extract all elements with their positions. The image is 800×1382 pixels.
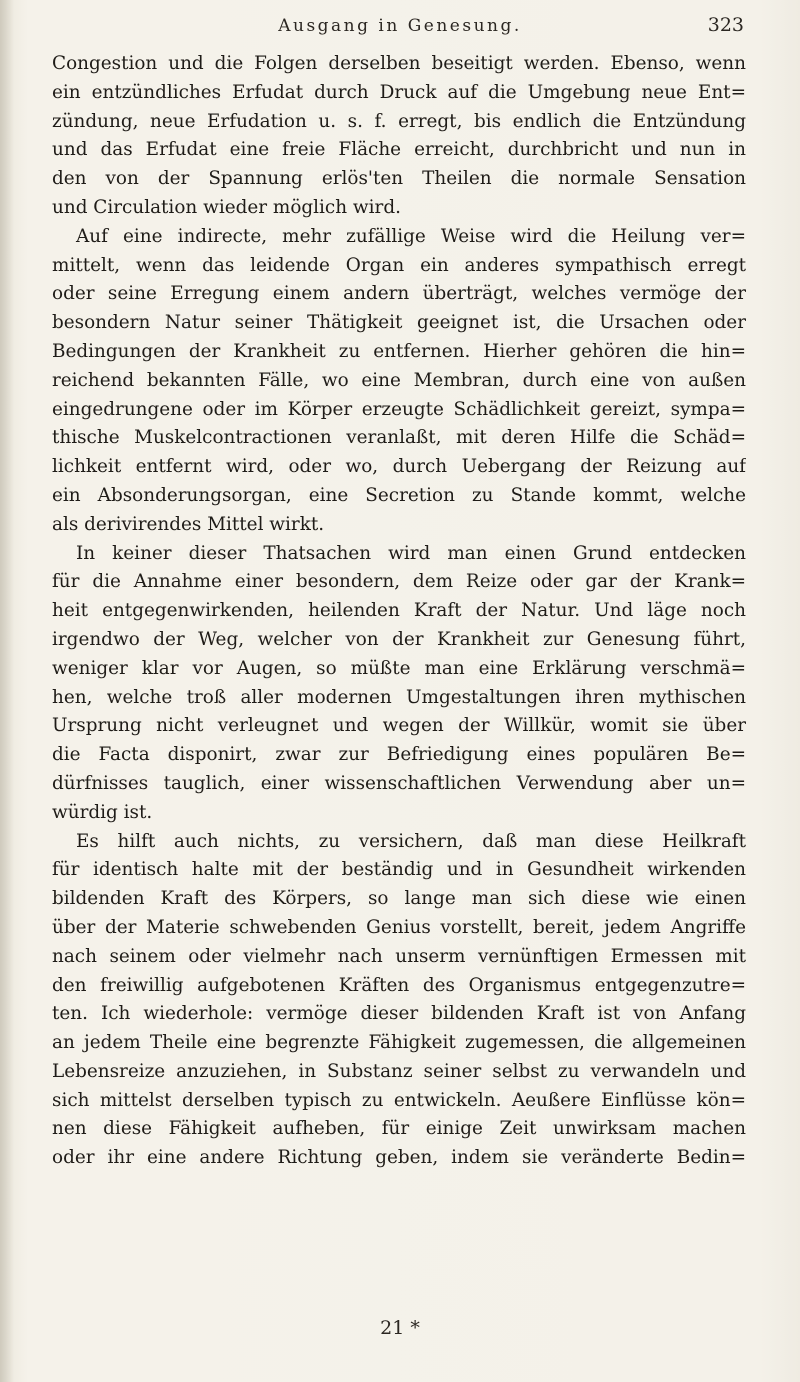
text-line: die Facta disponirt, zwar zur Befriedigung eines populären Be= [52,744,746,766]
page-header [0,14,800,44]
spine-shadow [0,0,14,1382]
text-line: und das Erfudat eine freie Fläche erreicht, durchbricht und nun in [52,139,746,161]
text-line: Ursprung nicht verleugnet und wegen der Willkür, womit sie über [52,715,746,737]
text-line: oder ihr eine andere Richtung geben, indem sie veränderte Bedin= [52,1147,746,1169]
text-line: Es hilft auch nichts, zu versichern, daß man diese Heilkraft [76,830,746,852]
text-line: an jedem Theile eine begrenzte Fähigkeit zugemessen, die allgemeinen [52,1032,746,1054]
body-text [52,50,746,1173]
text-line: den freiwillig aufgebotenen Kräften des Organismus entgegenzutre= [52,974,746,996]
text-line: den von der Spannung erlös'ten Theilen die normale Sensation [52,168,746,190]
text-line: ten. Ich wiederhole: vermöge dieser bildenden Kraft ist von Anfang [52,1003,746,1025]
text-line: In keiner dieser Thatsachen wird man einen Grund entdecken [76,542,746,564]
text-line: irgendwo der Weg, welcher von der Krankheit zur Genesung führt, [52,628,746,650]
text-line: dürfnisses tauglich, einer wissenschaftlichen Verwendung aber un= [52,772,746,794]
text-line: Lebensreize anzuziehen, in Substanz seiner selbst zu verwandeln und [52,1060,746,1082]
text-line: heit entgegenwirkenden, heilenden Kraft der Natur. Und läge noch [52,600,746,622]
text-line: weniger klar vor Augen, so müßte man eine Erklärung verschmä= [52,657,746,679]
text-line: besondern Natur seiner Thätigkeit geeignet ist, die Ursachen oder [52,312,746,334]
text-line: als derivirendes Mittel wirkt. [52,513,325,535]
text-line: für die Annahme einer besondern, dem Reize oder gar der Krank= [52,571,746,593]
text-line: zündung, neue Erfudation u. s. f. erregt, bis endlich die Entzündung [52,110,746,132]
text-line: reichend bekannten Fälle, wo eine Membran, durch eine von außen [52,369,746,391]
text-line: mittelt, wenn das leidende Organ ein anderes sympathisch erregt [52,254,746,276]
text-line: oder seine Erregung einem andern überträgt, welches vermöge der [52,283,746,305]
text-line: und Circulation wieder möglich wird. [52,196,401,218]
text-line: nen diese Fähigkeit aufheben, für einige Zeit unwirksam machen [52,1118,746,1140]
text-line: ein Absonderungsorgan, eine Secretion zu Stande kommt, welche [52,484,746,506]
text-line: für identisch halte mit der beständig und in Gesundheit wirkenden [52,859,746,881]
text-line: über der Materie schwebenden Genius vorstellt, bereit, jedem Angriffe [52,916,746,938]
text-line: würdig ist. [52,801,153,823]
text-line: eingedrungene oder im Körper erzeugte Schädlichkeit gereizt, sympa= [52,398,746,420]
running-head: Ausgang in Genesung. [278,16,522,36]
text-line: bildenden Kraft des Körpers, so lange man sich diese wie einen [52,888,746,910]
signature-mark: 21 * [380,1317,420,1339]
text-line: ein entzündliches Erfudat durch Druck auf die Umgebung neue Ent= [52,81,746,103]
text-line: Auf eine indirecte, mehr zufällige Weise wird die Heilung ver= [76,225,746,247]
text-line: thische Muskelcontractionen veranlaßt, mit deren Hilfe die Schäd= [52,427,746,449]
text-line: hen, welche troß aller modernen Umgestaltungen ihren mythischen [52,686,746,708]
text-line: Congestion und die Folgen derselben beseitigt werden. Ebenso, wenn [52,53,746,74]
text-line: sich mittelst derselben typisch zu entwickeln. Aeußere Einflüsse kön= [52,1089,746,1111]
page-number: 323 [707,14,744,36]
text-line: Bedingungen der Krankheit zu entfernen. Hierher gehören die hin= [52,340,746,362]
text-line: lichkeit entfernt wird, oder wo, durch Uebergang der Reizung auf [52,456,746,478]
text-line: nach seinem oder vielmehr nach unserm vernünftigen Ermessen mit [52,945,746,967]
